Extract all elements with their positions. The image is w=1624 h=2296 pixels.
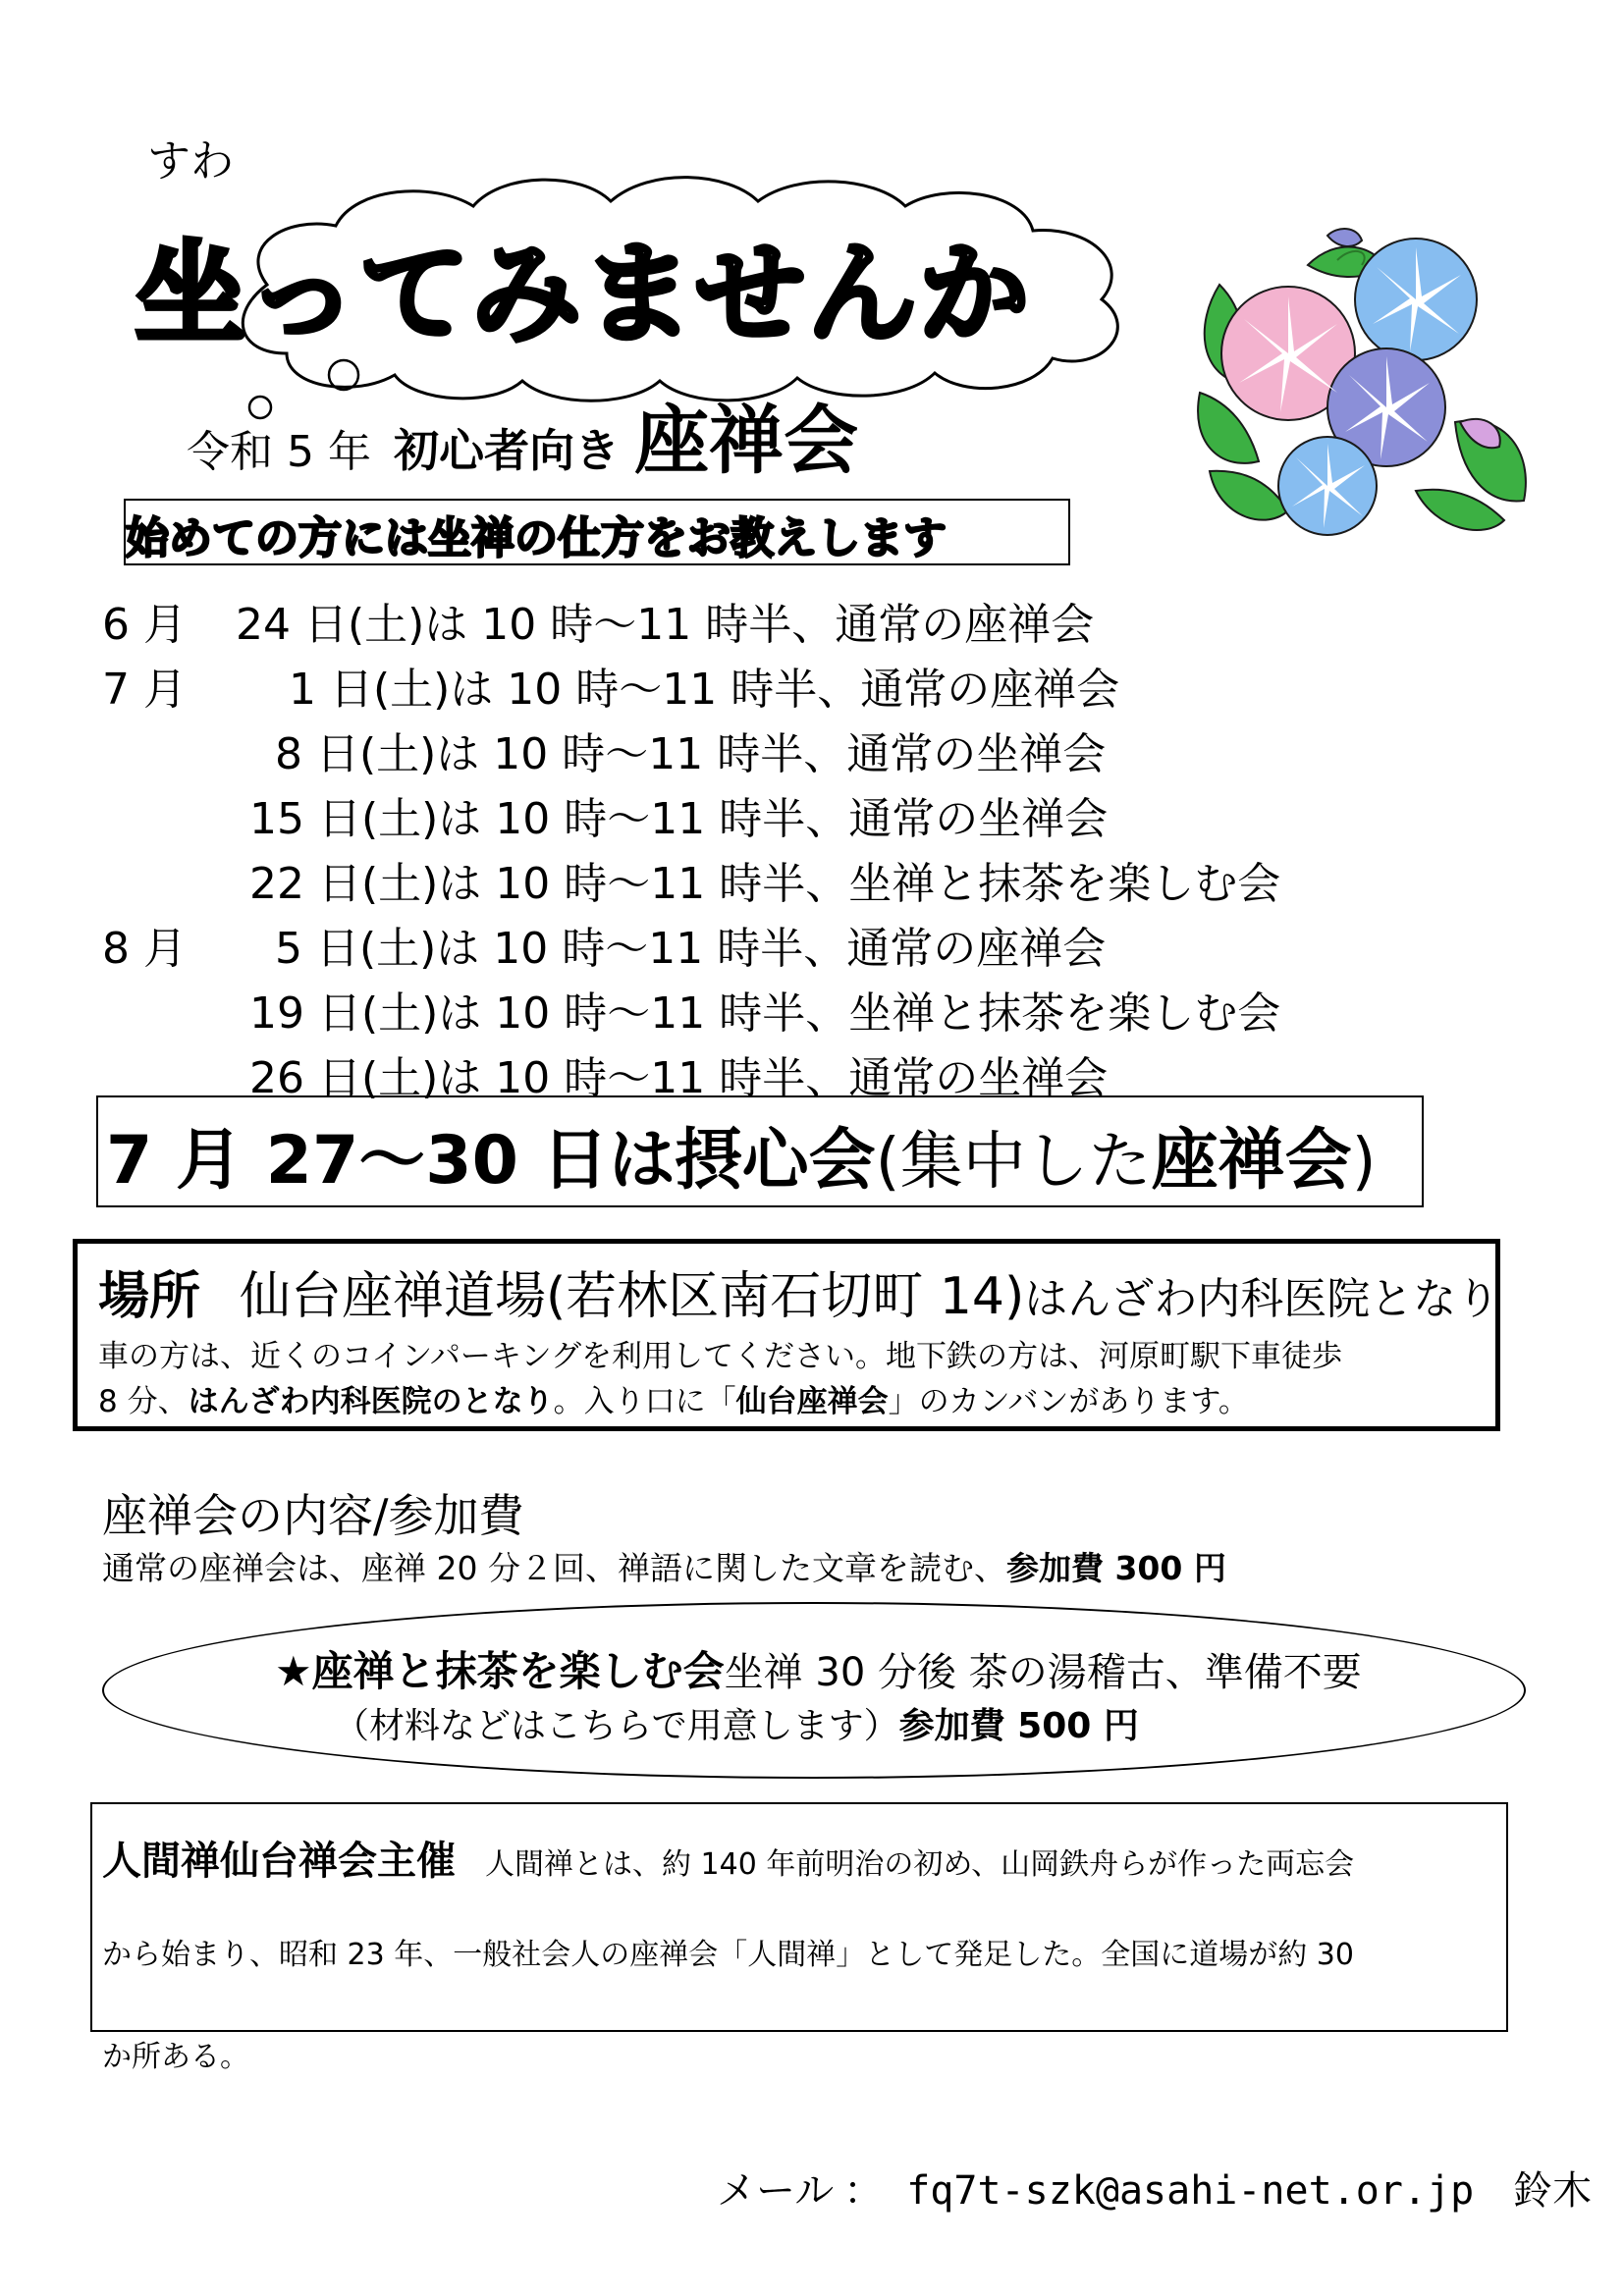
place-desc-walk: 8 分、 <box>98 1384 189 1419</box>
schedule-text: 19 日(土)は 10 時～11 時半、坐禅と抹茶を楽しむ会 <box>249 988 1281 1039</box>
place-label: 場所 <box>98 1267 201 1326</box>
place-heading <box>98 1255 1499 1328</box>
email-address[interactable]: fq7t-szk@asahi-net.or.jp <box>906 2168 1475 2214</box>
place-desc-clinic: はんざわ内科医院のとなり <box>188 1384 554 1419</box>
place-desc-line2 <box>98 1376 1249 1420</box>
schedule-row <box>102 783 1379 844</box>
schedule-text: 8 日(土)は 10 時～11 時半、通常の坐禅会 <box>275 729 1107 779</box>
place-desc-end: 」のカンバンがあります。 <box>888 1384 1249 1419</box>
tea-title: ★座禅と抹茶を楽しむ会 <box>275 1647 725 1695</box>
schedule-text: 22 日(土)は 10 時～11 時半、坐禅と抹茶を楽しむ会 <box>249 859 1281 909</box>
headline-rest: ってみませんか <box>247 231 1031 358</box>
contact-line <box>717 2160 1592 2216</box>
schedule-text: 15 日(土)は 10 時～11 時半、通常の坐禅会 <box>249 794 1109 844</box>
content-text <box>102 1543 1226 1589</box>
schedule-text: 24 日(土)は 10 時～11 時半、通常の座禅会 <box>236 600 1095 650</box>
sesshin-line <box>106 1107 1377 1202</box>
sesshin-main: 7 月 27～30 日は摂心会 <box>106 1122 876 1200</box>
place-desc-line1: 車の方は、近くのコインパーキングを利用してください。地下鉄の方は、河原町駅下車徒歩 <box>98 1339 1342 1374</box>
headline <box>135 206 1031 364</box>
schedule-text: 1 日(土)は 10 時～11 時半、通常の座禅会 <box>289 665 1120 715</box>
place-name: 仙台座禅道場(若林区南石切町 14) <box>240 1267 1025 1326</box>
beginner-text: 初心者向き <box>394 424 621 477</box>
subtitle <box>187 381 858 488</box>
schedule-month: 6 月 <box>102 600 187 650</box>
place-desc-entrance: 。入り口に「 <box>553 1384 736 1419</box>
sesshin-zazenkai: 座禅会 <box>1151 1122 1352 1200</box>
era-text: 令和 5 年 <box>187 427 371 477</box>
mail-separator: ： <box>843 2168 884 2214</box>
tea-materials: （材料などはこちらで用意します） <box>334 1706 899 1746</box>
schedule-row <box>102 1042 1379 1103</box>
tea-desc: 坐禅 30 分後 茶の湯稽古、準備不要 <box>724 1650 1362 1695</box>
content-heading: 座禅会の内容/参加費 <box>102 1489 524 1542</box>
schedule-row <box>102 913 1379 974</box>
furigana-suwa: すわ <box>147 136 234 187</box>
tea-fee: 参加費 500 円 <box>898 1706 1139 1746</box>
content-fee: 参加費 300 円 <box>1005 1549 1226 1587</box>
schedule-month: 8 月 <box>102 924 187 974</box>
organizer-line3: か所ある。 <box>102 2040 249 2074</box>
content-desc: 通常の座禅会は、座禅 20 分２回、禅語に関した文章を読む、 <box>102 1549 1006 1587</box>
place-near: はんざわ内科医院となり <box>1024 1274 1500 1324</box>
schedule-month: 7 月 <box>102 665 187 715</box>
schedule-text: 26 日(土)は 10 時～11 時半、通常の坐禅会 <box>249 1053 1109 1103</box>
organizer-name: 人間禅仙台禅会主催 <box>102 1839 456 1884</box>
schedule-row <box>102 978 1418 1039</box>
organizer-line2: から始まり、昭和 23 年、一般社会人の座禅会「人間禅」として発足した。全国に道場が約 30 <box>102 1938 1354 1972</box>
sesshin-close: ) <box>1351 1126 1377 1199</box>
headline-first-char: 坐 <box>135 231 247 358</box>
schedule-row <box>102 654 1379 715</box>
organizer-line1 <box>102 1830 1354 1886</box>
place-desc-sign: 仙台座禅会 <box>735 1384 889 1419</box>
tea-line1 <box>275 1639 1362 1698</box>
intro-text: 始めての方には坐禅の仕方をお教えします <box>126 513 947 563</box>
morning-glory-illustration <box>1190 226 1543 550</box>
tea-line2 <box>334 1698 1139 1748</box>
organizer-desc1: 人間禅とは、約 140 年前明治の初め、山岡鉄舟らが作った両忘会 <box>485 1847 1355 1882</box>
schedule-row <box>102 719 1379 779</box>
schedule-text: 5 日(土)は 10 時～11 時半、通常の座禅会 <box>275 924 1107 974</box>
mail-label: メール <box>717 2168 835 2214</box>
contact-name: 鈴木 <box>1513 2168 1593 2214</box>
sesshin-open: (集中した <box>875 1126 1152 1199</box>
schedule-row <box>102 848 1418 909</box>
schedule-row <box>102 589 1379 650</box>
zazenkai-title: 座禅会 <box>634 397 859 484</box>
